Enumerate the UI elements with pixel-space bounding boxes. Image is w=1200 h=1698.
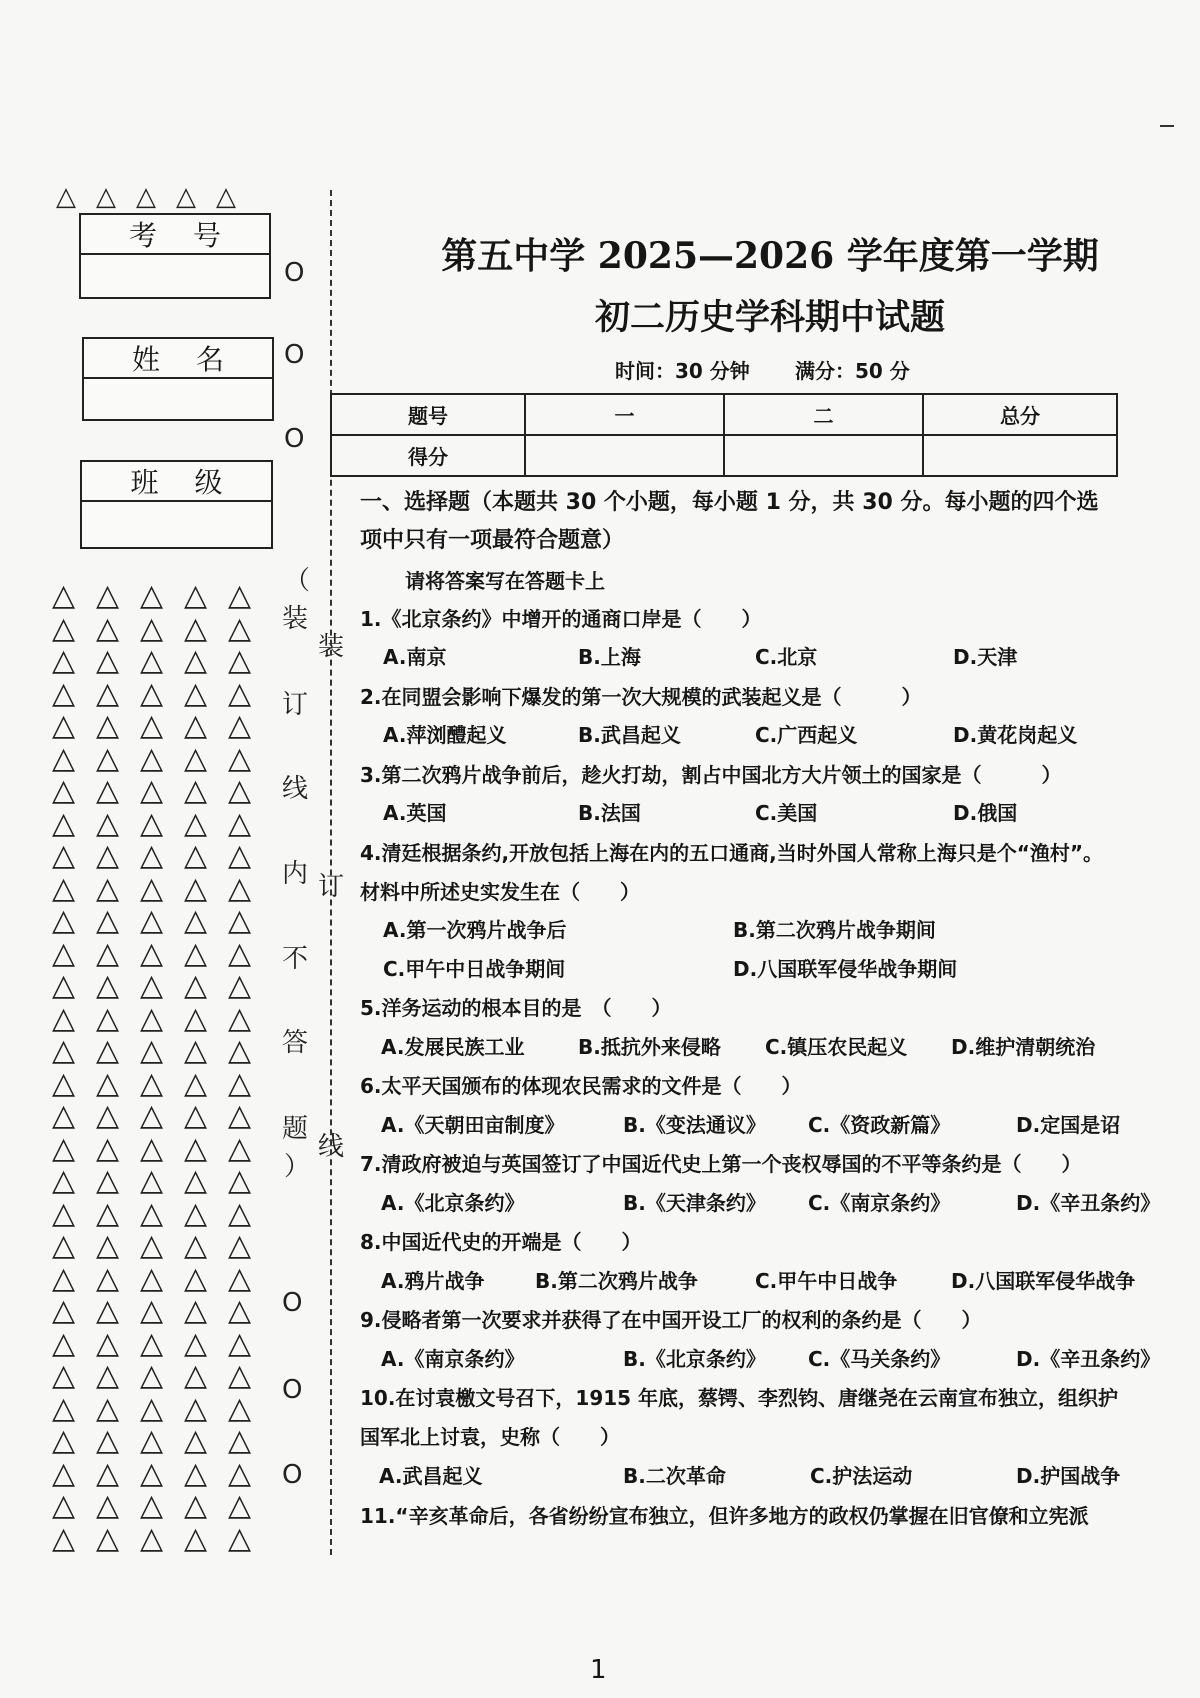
triangle-icon: △ [228, 578, 252, 614]
triangle-icon: △ [184, 708, 208, 744]
triangle-icon: △ [228, 675, 252, 711]
triangle-icon: △ [140, 1390, 164, 1426]
triangle-icon: △ [140, 968, 164, 1004]
triangle-icon: △ [52, 1455, 76, 1491]
triangle-icon: △ [228, 740, 252, 776]
triangle-row [52, 645, 272, 678]
triangle-icon: △ [140, 1423, 164, 1459]
top-triangle-row [56, 182, 256, 212]
triangle-icon: △ [228, 643, 252, 679]
question-stem: 1.《北京条约》中增开的通商口岸是（ ） [360, 607, 762, 631]
option: C.北京 [755, 645, 818, 669]
triangle-icon: △ [52, 643, 76, 679]
triangle-icon: △ [52, 968, 76, 1004]
triangle-icon: △ [96, 968, 120, 1004]
option: D.定国是诏 [1016, 1113, 1121, 1137]
triangle-icon: △ [96, 1390, 120, 1426]
option: A.英国 [383, 801, 447, 825]
triangle-icon: △ [52, 1098, 76, 1134]
triangle-icon: △ [52, 903, 76, 939]
triangle-icon: △ [52, 578, 76, 614]
triangle-icon: △ [96, 773, 120, 809]
question-stem: 10.在讨袁檄文号召下，1915 年底，蔡锷、李烈钧、唐继尧在云南宣布独立，组织护 [360, 1386, 1119, 1410]
exam-number-field[interactable] [81, 255, 269, 293]
question-stem: 4.清廷根据条约,开放包括上海在内的五口通商,当时外国人常称上海只是个“渔村”。 [360, 841, 1103, 865]
triangle-icon: △ [96, 1293, 120, 1329]
triangle-row [52, 1230, 272, 1263]
triangle-icon: △ [184, 1098, 208, 1134]
triangle-icon: △ [184, 578, 208, 614]
question-stem: 6.太平天国颁布的体现农民需求的文件是（ ） [360, 1074, 802, 1098]
binding-char: 订 [282, 690, 309, 720]
triangle-icon: △ [184, 1065, 208, 1101]
score-table-header-row [331, 394, 1117, 435]
score-entry-cell[interactable] [724, 435, 923, 476]
triangle-icon: △ [52, 1423, 76, 1459]
triangle-row [52, 1490, 272, 1523]
option: B.抵抗外来侵略 [578, 1035, 721, 1059]
triangle-icon: △ [96, 805, 120, 841]
triangle-icon: △ [96, 1098, 120, 1134]
exam-title-line1: 第五中学 2025—2026 学年度第一学期 [441, 235, 1099, 277]
option: B.《北京条约》 [623, 1347, 766, 1371]
table-cell: 得分 [331, 435, 525, 476]
triangle-row [52, 805, 272, 841]
option: A.《南京条约》 [381, 1347, 525, 1371]
exam-number-label: 考号 [81, 215, 269, 255]
triangle-icon: △ [52, 838, 76, 874]
triangle-icon: △ [140, 1195, 164, 1231]
triangle-icon: △ [96, 1163, 120, 1199]
triangle-icon: △ [96, 675, 120, 711]
class-label: 班级 [82, 462, 271, 502]
binding-char: 答 [282, 1028, 309, 1058]
option: B.第二次鸦片战争 [535, 1269, 698, 1293]
triangle-icon: △ [96, 1228, 120, 1264]
triangle-icon: △ [140, 1293, 164, 1329]
triangle-icon: △ [96, 903, 120, 939]
option: B.二次革命 [623, 1464, 726, 1488]
table-cell: 题号 [331, 394, 525, 435]
triangle-icon: △ [140, 1000, 164, 1036]
section-heading-cont: 项中只有一项最符合题意） [360, 528, 625, 553]
triangle-icon: △ [52, 1325, 76, 1361]
triangle-grid [52, 580, 272, 1555]
option: D.《辛丑条约》 [1016, 1347, 1161, 1371]
triangle-icon: △ [52, 1195, 76, 1231]
triangle-icon: △ [140, 870, 164, 906]
triangle-icon: △ [228, 838, 252, 874]
triangle-icon: △ [140, 643, 164, 679]
triangle-icon: △ [184, 1130, 208, 1166]
triangle-icon: △ [228, 1163, 252, 1199]
triangle-icon: △ [140, 675, 164, 711]
triangle-icon: △ [228, 903, 252, 939]
triangle-row [52, 610, 272, 646]
name-box [82, 337, 274, 421]
binding-char: （ [284, 566, 311, 596]
time-info: 时间：30 分钟 [615, 359, 750, 383]
triangle-icon: △ [140, 1228, 164, 1264]
triangle-icon: △ [228, 1488, 252, 1524]
triangle-row [52, 870, 272, 906]
option: D.八国联军侵华战争期间 [733, 957, 958, 981]
triangle-row [52, 580, 272, 613]
triangle-icon: △ [184, 1228, 208, 1264]
triangle-icon: △ [184, 1520, 208, 1556]
triangle-icon: △ [228, 773, 252, 809]
triangle-icon: △ [184, 1260, 208, 1296]
option: A.鸦片战争 [381, 1269, 485, 1293]
corner-mark [1160, 125, 1174, 127]
question-stem: 7.清政府被迫与英国签订了中国近代史上第一个丧权辱国的不平等条约是（ ） [360, 1152, 1082, 1176]
triangle-icon: △ [96, 1130, 120, 1166]
option: A.南京 [383, 645, 447, 669]
triangle-icon: △ [184, 1358, 208, 1394]
triangle-icon: △ [136, 182, 176, 212]
triangle-icon: △ [96, 1423, 120, 1459]
triangle-icon: △ [96, 1260, 120, 1296]
circle-mark: O [282, 1375, 303, 1405]
triangle-icon: △ [228, 968, 252, 1004]
triangle-icon: △ [52, 1260, 76, 1296]
triangle-icon: △ [140, 1098, 164, 1134]
binding-line-char: 装 [318, 632, 345, 662]
option: C.护法运动 [810, 1464, 913, 1488]
option: C.甲午中日战争 [755, 1269, 898, 1293]
option: A.第一次鸦片战争后 [383, 918, 567, 942]
triangle-icon: △ [228, 1228, 252, 1264]
binding-line-char: 线 [318, 1132, 345, 1162]
triangle-icon: △ [52, 1520, 76, 1556]
triangle-icon: △ [184, 870, 208, 906]
triangle-icon: △ [52, 1228, 76, 1264]
triangle-icon: △ [176, 182, 216, 212]
triangle-icon: △ [96, 740, 120, 776]
triangle-icon: △ [228, 805, 252, 841]
triangle-icon: △ [96, 1065, 120, 1101]
triangle-row [52, 775, 272, 808]
triangle-icon: △ [216, 182, 256, 212]
triangle-icon: △ [228, 1455, 252, 1491]
triangle-icon: △ [96, 1455, 120, 1491]
triangle-icon: △ [96, 578, 120, 614]
question-stem: 11.“辛亥革命后，各省纷纷宣布独立，但许多地方的政权仍掌握在旧官僚和立宪派 [360, 1504, 1089, 1528]
triangle-icon: △ [184, 1195, 208, 1231]
circle-mark: O [282, 1460, 303, 1490]
triangle-icon: △ [96, 1000, 120, 1036]
triangle-icon: △ [184, 805, 208, 841]
triangle-icon: △ [228, 1390, 252, 1426]
question-stem: 8.中国近代史的开端是（ ） [360, 1230, 642, 1254]
triangle-icon: △ [140, 1358, 164, 1394]
triangle-icon: △ [52, 1358, 76, 1394]
triangle-icon: △ [228, 1130, 252, 1166]
triangle-icon: △ [52, 1488, 76, 1524]
triangle-icon: △ [52, 1163, 76, 1199]
triangle-icon: △ [228, 1260, 252, 1296]
triangle-icon: △ [184, 1455, 208, 1491]
binding-char: 不 [282, 944, 309, 974]
triangle-icon: △ [184, 838, 208, 874]
triangle-icon: △ [140, 1488, 164, 1524]
binding-char: ） [284, 1152, 311, 1182]
triangle-icon: △ [52, 1293, 76, 1329]
triangle-icon: △ [96, 870, 120, 906]
option: B.《天津条约》 [623, 1191, 766, 1215]
triangle-row [52, 1520, 272, 1556]
triangle-icon: △ [140, 1520, 164, 1556]
triangle-icon: △ [52, 1000, 76, 1036]
option: B.上海 [578, 645, 641, 669]
option: D.护国战争 [1016, 1464, 1121, 1488]
triangle-icon: △ [52, 1065, 76, 1101]
triangle-icon: △ [228, 1520, 252, 1556]
triangle-row [52, 1100, 272, 1133]
triangle-icon: △ [96, 838, 120, 874]
full-score-info: 满分：50 分 [795, 359, 910, 383]
triangle-icon: △ [52, 675, 76, 711]
triangle-icon: △ [228, 935, 252, 971]
triangle-icon: △ [184, 1033, 208, 1069]
name-label: 姓名 [84, 339, 272, 379]
binding-char: 题 [282, 1114, 309, 1144]
triangle-row [52, 675, 272, 711]
score-entry-cell[interactable] [525, 435, 724, 476]
triangle-icon: △ [184, 740, 208, 776]
triangle-icon: △ [184, 1325, 208, 1361]
triangle-icon: △ [52, 805, 76, 841]
triangle-icon: △ [184, 903, 208, 939]
question-stem: 2.在同盟会影响下爆发的第一次大规模的武装起义是（ ） [360, 685, 922, 709]
triangle-icon: △ [96, 182, 136, 212]
triangle-icon: △ [52, 610, 76, 646]
name-field[interactable] [84, 379, 272, 415]
triangle-icon: △ [56, 182, 96, 212]
option: D.黄花岗起义 [953, 723, 1078, 747]
triangle-icon: △ [228, 708, 252, 744]
triangle-icon: △ [184, 1488, 208, 1524]
triangle-icon: △ [184, 643, 208, 679]
triangle-icon: △ [52, 1390, 76, 1426]
triangle-icon: △ [140, 1163, 164, 1199]
triangle-row [52, 1360, 272, 1393]
triangle-icon: △ [140, 935, 164, 971]
triangle-row [52, 840, 272, 873]
option: C.广西起义 [755, 723, 858, 747]
triangle-icon: △ [184, 1423, 208, 1459]
class-field[interactable] [82, 502, 271, 543]
option: D.俄国 [953, 801, 1018, 825]
triangle-icon: △ [140, 610, 164, 646]
triangle-row [52, 1390, 272, 1426]
option: A.发展民族工业 [381, 1035, 525, 1059]
triangle-icon: △ [228, 1293, 252, 1329]
score-entry-cell[interactable] [923, 435, 1117, 476]
option: C.《南京条约》 [808, 1191, 951, 1215]
triangle-icon: △ [228, 1000, 252, 1036]
triangle-icon: △ [184, 773, 208, 809]
circle-mark: O [284, 424, 305, 454]
triangle-row [52, 1295, 272, 1328]
triangle-icon: △ [140, 1260, 164, 1296]
option: A.《天朝田亩制度》 [381, 1113, 565, 1137]
section-heading: 一、选择题（本题共 30 个小题，每小题 1 分，共 30 分。每小题的四个选 [360, 490, 1099, 515]
triangle-icon: △ [52, 708, 76, 744]
option: C.《资政新篇》 [808, 1113, 951, 1137]
triangle-icon: △ [52, 870, 76, 906]
option: D.八国联军侵华战争 [951, 1269, 1136, 1293]
triangle-icon: △ [140, 903, 164, 939]
binding-line-char: 订 [318, 872, 345, 902]
option: D.天津 [953, 645, 1018, 669]
option: D.《辛丑条约》 [1016, 1191, 1161, 1215]
question-stem-cont: 材料中所述史实发生在（ ） [360, 880, 640, 904]
triangle-icon: △ [96, 1488, 120, 1524]
triangle-icon: △ [52, 1130, 76, 1166]
option: C.美国 [755, 801, 818, 825]
triangle-icon: △ [52, 740, 76, 776]
triangle-icon: △ [184, 675, 208, 711]
circle-mark: O [284, 258, 305, 288]
triangle-icon: △ [96, 1033, 120, 1069]
option: B.武昌起义 [578, 723, 681, 747]
table-cell: 总分 [923, 394, 1117, 435]
exam-title-line2: 初二历史学科期中试题 [594, 297, 945, 338]
triangle-icon: △ [140, 740, 164, 776]
triangle-row [52, 710, 272, 743]
triangle-icon: △ [228, 870, 252, 906]
triangle-icon: △ [184, 935, 208, 971]
triangle-icon: △ [228, 1195, 252, 1231]
triangle-icon: △ [96, 1195, 120, 1231]
triangle-icon: △ [184, 1163, 208, 1199]
triangle-icon: △ [52, 935, 76, 971]
score-table-score-row [331, 435, 1117, 476]
option: B.法国 [578, 801, 641, 825]
triangle-icon: △ [140, 1325, 164, 1361]
triangle-row [52, 1425, 272, 1458]
triangle-icon: △ [228, 1065, 252, 1101]
triangle-icon: △ [228, 1358, 252, 1394]
triangle-row [52, 1130, 272, 1166]
triangle-row [52, 935, 272, 971]
triangle-icon: △ [184, 610, 208, 646]
option: C.镇压农民起义 [765, 1035, 908, 1059]
triangle-icon: △ [96, 1325, 120, 1361]
triangle-icon: △ [140, 1455, 164, 1491]
triangle-icon: △ [228, 1423, 252, 1459]
option: C.《马关条约》 [808, 1347, 951, 1371]
question-stem: 9.侵略者第一次要求并获得了在中国开设工厂的权利的条约是（ ） [360, 1308, 982, 1332]
triangle-icon: △ [140, 1130, 164, 1166]
triangle-row [52, 1000, 272, 1036]
option: A.萍浏醴起义 [383, 723, 507, 747]
option: B.《变法通议》 [623, 1113, 766, 1137]
triangle-icon: △ [228, 610, 252, 646]
question-stem: 3.第二次鸦片战争前后，趁火打劫，割占中国北方大片领土的国家是（ ） [360, 763, 1062, 787]
table-cell: 一 [525, 394, 724, 435]
score-table [330, 393, 1118, 477]
triangle-icon: △ [96, 708, 120, 744]
triangle-icon: △ [228, 1325, 252, 1361]
triangle-icon: △ [228, 1098, 252, 1134]
binding-char: 线 [282, 774, 309, 804]
triangle-row [52, 1195, 272, 1231]
triangle-row [52, 1065, 272, 1101]
section-instruction: 请将答案写在答题卡上 [405, 569, 605, 593]
binding-char: 装 [282, 604, 309, 634]
option: A.武昌起义 [379, 1464, 483, 1488]
triangle-icon: △ [140, 578, 164, 614]
triangle-row [52, 1455, 272, 1491]
triangle-row [52, 1325, 272, 1361]
triangle-icon: △ [52, 773, 76, 809]
triangle-icon: △ [140, 708, 164, 744]
table-cell: 二 [724, 394, 923, 435]
triangle-icon: △ [140, 773, 164, 809]
triangle-icon: △ [52, 1033, 76, 1069]
triangle-row [52, 1260, 272, 1296]
triangle-icon: △ [140, 1033, 164, 1069]
triangle-icon: △ [96, 643, 120, 679]
circle-mark: O [282, 1288, 303, 1318]
triangle-icon: △ [184, 968, 208, 1004]
triangle-icon: △ [184, 1390, 208, 1426]
binding-char: 内 [282, 859, 309, 889]
triangle-icon: △ [96, 935, 120, 971]
triangle-row [52, 1035, 272, 1068]
triangle-icon: △ [184, 1000, 208, 1036]
triangle-icon: △ [140, 1065, 164, 1101]
page-number: 1 [590, 1655, 607, 1685]
class-box [80, 460, 273, 549]
option: B.第二次鸦片战争期间 [733, 918, 936, 942]
triangle-row [52, 1165, 272, 1198]
triangle-icon: △ [184, 1293, 208, 1329]
triangle-row [52, 905, 272, 938]
triangle-icon: △ [140, 805, 164, 841]
triangle-icon: △ [96, 610, 120, 646]
triangle-row [52, 740, 272, 776]
option: C.甲午中日战争期间 [383, 957, 566, 981]
triangle-icon: △ [140, 838, 164, 874]
circle-mark: O [284, 340, 305, 370]
triangle-icon: △ [96, 1520, 120, 1556]
option: D.维护清朝统治 [951, 1035, 1096, 1059]
exam-number-box [79, 213, 271, 299]
question-stem-cont: 国军北上讨袁，史称（ ） [360, 1425, 620, 1449]
question-stem: 5.洋务运动的根本目的是 （ ） [360, 996, 672, 1020]
triangle-icon: △ [96, 1358, 120, 1394]
triangle-row [52, 970, 272, 1003]
triangle-icon: △ [228, 1033, 252, 1069]
option: A.《北京条约》 [381, 1191, 525, 1215]
